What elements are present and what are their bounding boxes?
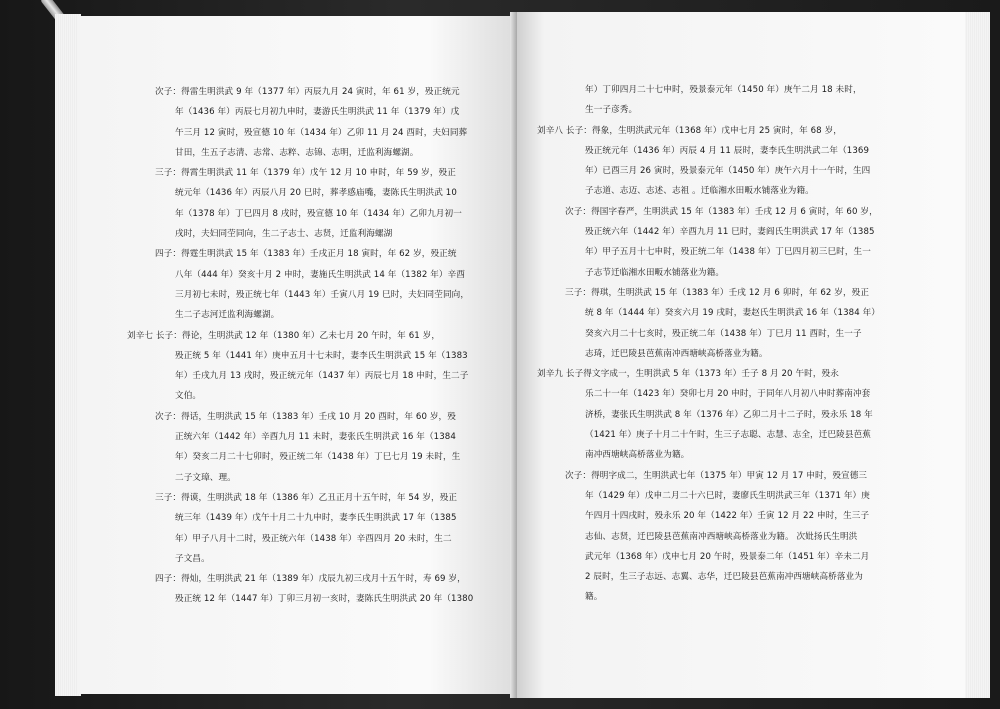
- text-line: 志琦，迁巴陵县芭蕉南冲西塘峡高桥落业为籍。: [585, 348, 768, 359]
- text-line: 年）壬戌九月 13 戌时，殁正统元年（1437 年）丙辰七月 18 申时，生二子: [175, 371, 469, 382]
- text-line: 生二子志河迁监利海螺湖。: [175, 310, 280, 321]
- text-line: 四子：得霆生明洪武 15 年（1383 年）壬戌正月 18 寅时，年 62 岁，殁正统: [155, 249, 457, 260]
- left-page-text: [127, 82, 503, 610]
- text-line: 刘辛九 长子得文字成一，生明洪武 5 年（1373 年）壬子 8 月 20 午时，殁永: [537, 369, 839, 380]
- text-line: 年）甲子八月十二时，殁正统六年（1438 年）辛酉四月 20 未时，生二: [175, 533, 452, 544]
- text-line: 戌时，夫妇同茔同向，生二子志士、志贤，迁监利海螺湖: [175, 229, 393, 240]
- text-line: 三子：得谟，生明洪武 18 年（1386 年）乙丑正月十五午时，年 54 岁，殁正: [155, 492, 458, 503]
- text-line: 武元年（1368 年）戊申七月 20 午时，殁景泰二年（1451 年）辛未二月: [585, 551, 870, 562]
- text-line: 年（1436 年）丙辰七月初九申时，妻游氏生明洪武 11 年（1379 年）戊: [175, 107, 460, 118]
- text-line: 年（1429 年）戊申二月二十六巳时，妻廖氏生明洪武三年（1371 年）庚: [585, 490, 870, 501]
- text-line: 甘田，生五子志清、志常、志粹、志锦、志明，迁监利海螺湖。: [175, 147, 419, 158]
- text-line: 统三年（1439 年）戊午十月二十九申时，妻李氏生明洪武 17 年（1385: [175, 513, 457, 524]
- right-page-edges: [964, 12, 990, 698]
- text-line: 年）丁卯四月二十七申时，殁景泰元年（1450 年）庚午二月 18 未时，: [585, 85, 862, 95]
- text-line: 年）癸亥二月二十七卯时，殁正统二年（1438 年）丁巳七月 19 未时，生: [175, 452, 461, 463]
- text-line: 年）甲子五月十七申时，殁正统二年（1438 年）丁巳四月初三巳时，生一: [585, 247, 871, 258]
- text-line: 刘辛八 长子：得象，生明洪武元年（1368 年）戊申七月 25 寅时，年 68 岁，: [537, 125, 842, 136]
- text-line: （1421 年）庚子十月二十午时，生三子志聪、志慧、志全，迁巴陵县芭蕉: [585, 430, 871, 441]
- text-line: 子志道、志迈、志述、志祖 。迁临湘水田畈水铺落业为籍。: [585, 186, 814, 197]
- open-book: [55, 10, 990, 700]
- text-line: 生一子彦秀。: [585, 105, 638, 116]
- text-line: 午三月 12 寅时，殁宣德 10 年（1434 年）乙卯 11 月 24 酉时，夫妇同葬: [175, 127, 468, 138]
- text-line: 子文昌。: [175, 553, 210, 564]
- text-line: 南冲西塘峡高桥落业为籍。: [585, 450, 690, 461]
- text-line: 次子：得国字春严，生明洪武 15 年（1383 年）壬戌 12 月 6 寅时，年 60 岁，: [565, 206, 878, 217]
- text-line: 癸亥六月二十七亥时，殁正统二年（1438 年）丁巳月 11 酉时，生一子: [585, 328, 862, 339]
- text-line: 济桥，妻张氏生明洪武 8 年（1376 年）乙卯二月十二子时，殁永乐 18 年: [585, 409, 873, 420]
- right-page: [517, 12, 965, 698]
- text-line: 志仙、志贤，迁巴陵县芭蕉南冲西塘峡高桥落业为籍。 次妣扬氏生明洪: [585, 531, 858, 542]
- text-line: 八年（444 年）癸亥十月 2 申时，妻施氏生明洪武 14 年（1382 年）辛酉: [175, 269, 466, 280]
- text-line: 子志节迁临湘水田畈水铺落业为籍。: [585, 267, 725, 278]
- text-line: 年）已酉三月 26 寅时，殁景泰元年（1450 年）庚午六月十一午时，生四: [585, 166, 871, 177]
- text-line: 籍。: [585, 592, 603, 603]
- text-line: 正统六年（1442 年）辛酉九月 11 未时，妻张氏生明洪武 16 年（1384: [175, 432, 456, 443]
- text-line: 殁正统六年（1442 年）辛酉九月 11 巳时，妻阎氏生明洪武 17 年（1385: [585, 227, 875, 238]
- text-line: 统元年（1436 年）丙辰八月 20 巳时，葬孝感庙嘴，妻陈氏生明洪武 10: [175, 188, 457, 199]
- right-page-text: [537, 80, 925, 608]
- text-line: 2 辰时，生三子志远、志翼、志华，迁巴陵县芭蕉南冲西塘峡高桥落业为: [585, 572, 863, 583]
- text-line: 次子：得话，生明洪武 15 年（1383 年）壬戌 10 月 20 酉时，年 60 岁，殁: [155, 411, 456, 422]
- text-line: 殁正统 12 年（1447 年）丁卯三月初一亥时，妻陈氏生明洪武 20 年（1380: [175, 594, 474, 605]
- text-line: 四子：得灿，生明洪武 21 年（1389 年）戊辰九初三戌月十五午时，寿 69 岁，: [155, 574, 466, 585]
- text-line: 年（1378 年）丁巳四月 8 戌时，殁宣德 10 年（1434 年）乙卯九月初一: [175, 208, 462, 219]
- text-line: 统 8 年（1444 年）癸亥六月 19 戌时，妻赵氏生明洪武 16 年（1384 年）: [585, 308, 880, 319]
- text-line: 三子：得霄生明洪武 11 年（1379 年）戊午 12 月 10 申时，年 59 岁，殁正: [155, 168, 456, 179]
- text-line: 次子：得雷生明洪武 9 年（1377 年）丙辰九月 24 寅时，年 61 岁，殁正统元: [155, 87, 460, 97]
- text-line: 午四月十四戌时，殁永乐 20 年（1422 年）壬寅 12 月 22 申时，生三子: [585, 511, 870, 522]
- text-line: 次子：得明字成二，生明洪武七年（1375 年）甲寅 12 月 17 申时，殁宣德三: [565, 470, 868, 481]
- text-line: 文伯。: [175, 391, 202, 402]
- text-line: 刘辛七 长子：得论，生明洪武 12 年（1380 年）乙未七月 20 午时，年 61 岁，: [127, 330, 441, 341]
- text-line: 殁正统元年（1436 年）丙辰 4 月 11 辰时，妻李氏生明洪武二年（1369: [585, 145, 870, 156]
- text-line: 二子文璋、理。: [175, 472, 236, 483]
- text-line: 三月初七未时，殁正统七年（1443 年）壬寅八月 19 巳时，夫妇同茔同向，: [175, 289, 470, 300]
- text-line: 殁正统 5 年（1441 年）庚申五月十七未时，妻李氏生明洪武 15 年（1383: [175, 350, 468, 361]
- text-line: 乐二十一年（1423 年）癸卯七月 20 申时，于同年八月初八申时葬南冲套: [585, 389, 871, 400]
- text-line: 三子：得琪，生明洪武 15 年（1383 年）壬戌 12 月 6 卯时，年 62 岁，殁正: [565, 287, 870, 298]
- left-page: [77, 16, 517, 694]
